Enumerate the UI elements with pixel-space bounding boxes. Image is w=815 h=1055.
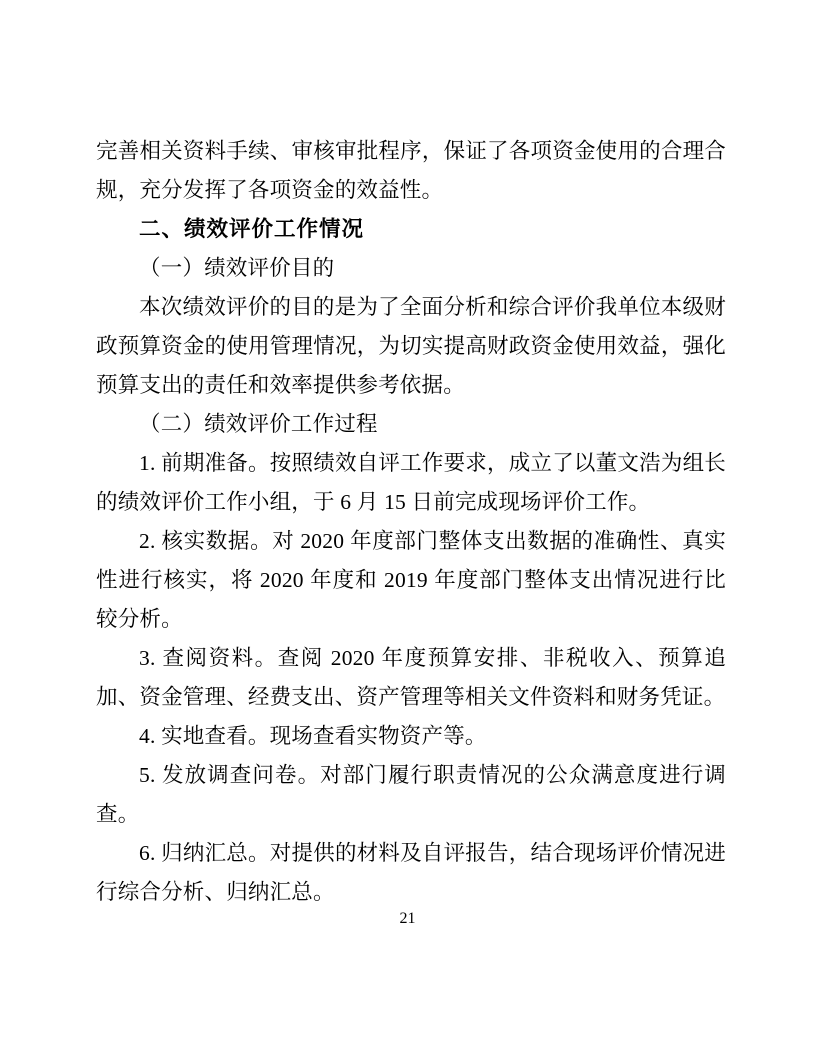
subheading-evaluation-purpose: （一）绩效评价目的 bbox=[139, 256, 335, 280]
document-body bbox=[96, 132, 726, 912]
subheading-evaluation-process: （二）绩效评价工作过程 bbox=[139, 412, 378, 436]
paragraph-evaluation-purpose-body: 本次绩效评价的目的是为了全面分析和综合评价我单位本级财政预算资金的使用管理情况，为切实提高财政资金使用效益，强化预算支出的责任和效率提供参考依据。 bbox=[96, 295, 726, 397]
paragraph-step-1-preparation: 1. 前期准备。按照绩效自评工作要求，成立了以董文浩为组长的绩效评价工作小组，于 6 月 15 日前完成现场评价工作。 bbox=[96, 451, 726, 514]
page-number: 21 bbox=[399, 910, 416, 927]
paragraph-step-5-questionnaire: 5. 发放调查问卷。对部门履行职责情况的公众满意度进行调查。 bbox=[96, 763, 726, 826]
paragraph-step-6-summary: 6. 归纳汇总。对提供的材料及自评报告，结合现场评价情况进行综合分析、归纳汇总。 bbox=[96, 841, 726, 904]
paragraph-continued-text: 完善相关资料手续、审核审批程序，保证了各项资金使用的合理合规，充分发挥了各项资金的效益性。 bbox=[96, 139, 726, 202]
paragraph-step-2-verify-data: 2. 核实数据。对 2020 年度部门整体支出数据的准确性、真实性进行核实，将 2020 年度和 2019 年度部门整体支出情况进行比较分析。 bbox=[96, 529, 726, 631]
paragraph-step-4-site-inspection: 4. 实地查看。现场查看实物资产等。 bbox=[139, 724, 487, 748]
heading-section-two: 二、绩效评价工作情况 bbox=[139, 217, 365, 241]
paragraph-step-3-review-materials: 3. 查阅资料。查阅 2020 年度预算安排、非税收入、预算追加、资金管理、经费支出、资产管理等相关文件资料和财务凭证。 bbox=[96, 646, 726, 709]
